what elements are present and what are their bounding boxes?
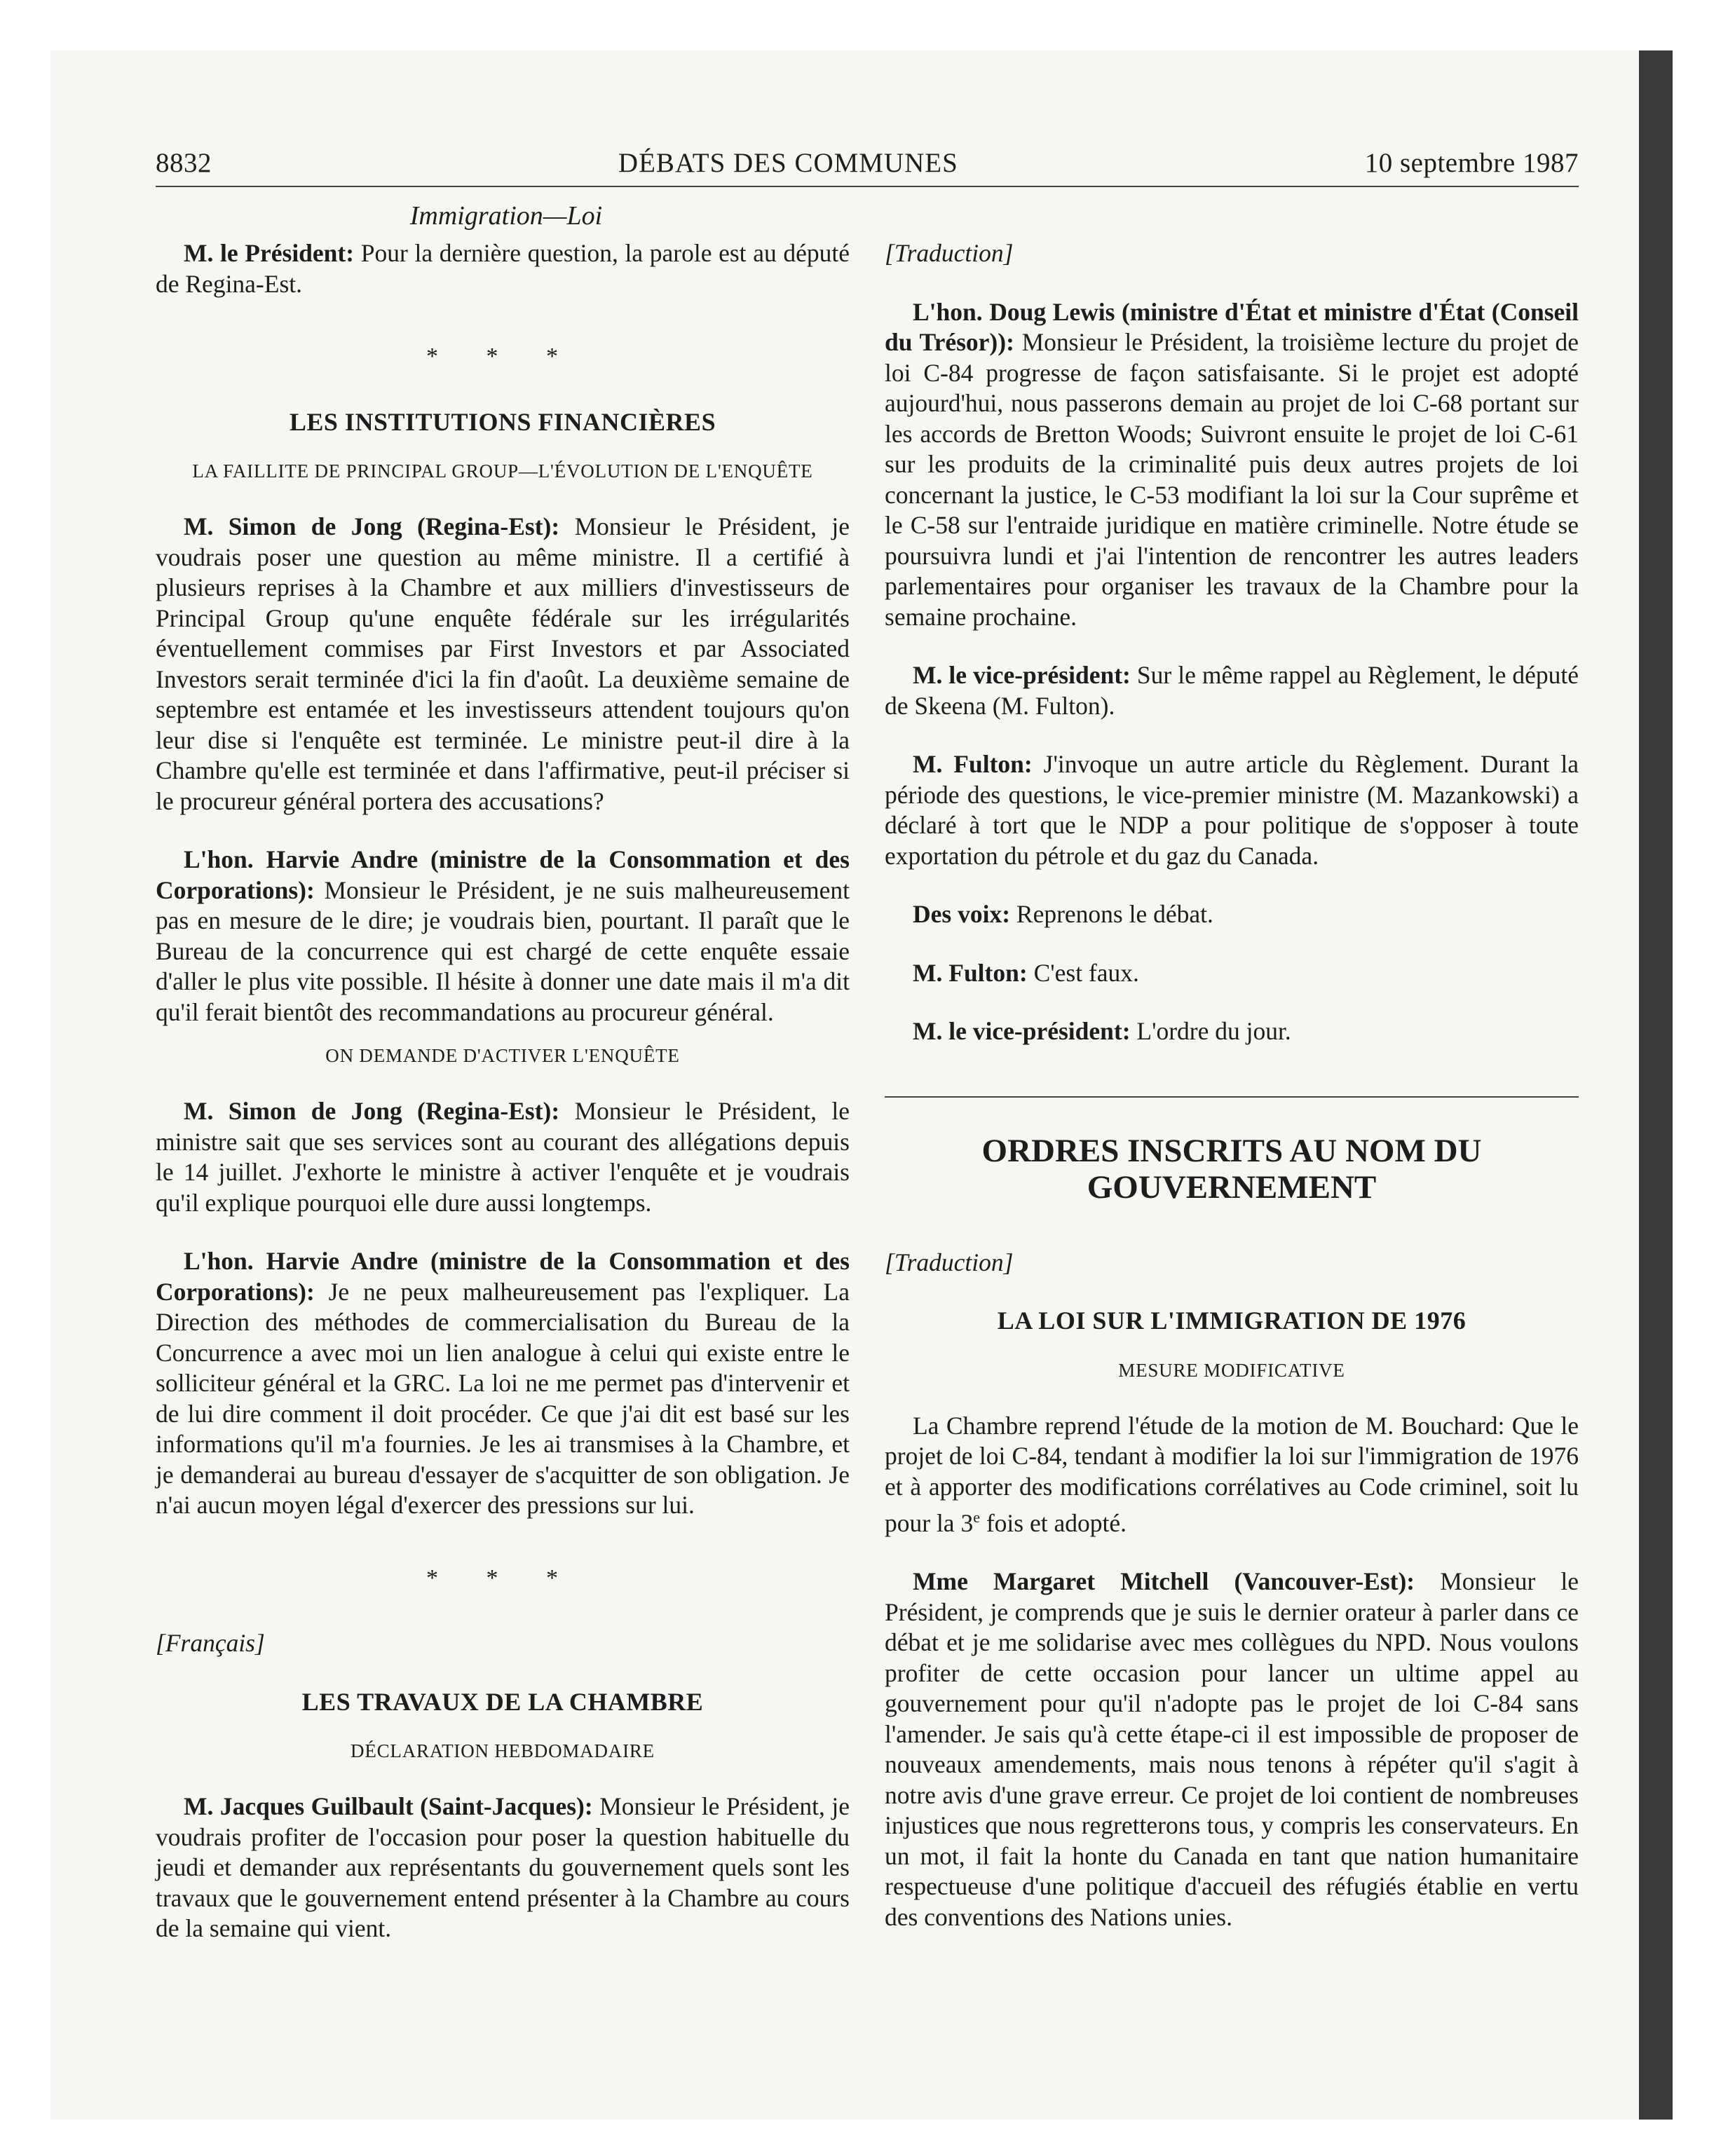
running-header bbox=[156, 147, 1579, 187]
speech-paragraph bbox=[885, 958, 1579, 989]
speaker-name: M. le vice-président: bbox=[913, 661, 1131, 689]
section-title: LA LOI SUR L'IMMIGRATION DE 1976 bbox=[997, 1306, 1467, 1335]
speech-text: Pour la dernière question, la parole est au député de Regina-Est. bbox=[156, 239, 850, 298]
section-subtitle: ON DEMANDE D'ACTIVER L'ENQUÊTE bbox=[325, 1045, 680, 1066]
speech-paragraph bbox=[885, 1567, 1579, 1932]
speech-text: Monsieur le Président, je voudrais profiter de l'occasion pour poser la question habituelle du jeudi et demander aux représentants du gouvernement quels sont les travaux que le gouvernement entend présenter à la Chambre au cours de la semaine qui vient. bbox=[156, 1792, 850, 1942]
ordinal-suffix: e bbox=[973, 1508, 980, 1526]
speech-paragraph bbox=[156, 512, 850, 817]
speaker-name: L'hon. Harvie Andre (ministre de la Consommation et des Corporations): bbox=[156, 1247, 850, 1306]
speech-text: Reprenons le débat. bbox=[1016, 900, 1213, 928]
speech-paragraph bbox=[156, 1246, 850, 1521]
speech-text: Monsieur le Président, le ministre sait que ses services sont au courant des allégations depuis le 14 juillet. J'exhorte le ministre à activer l'enquête et je voudrais qu'il explique pourquoi elle dure aussi longtemps. bbox=[156, 1097, 850, 1217]
language-tag: [Traduction] bbox=[885, 1248, 1014, 1276]
speech-text: Monsieur le Président, la troisième lecture du projet de loi C-84 progresse de façon satisfaisante. Si le projet est adopté aujourd'hui, nous passerons demain au projet de loi C-68 portant sur les accords de Bretton Woods; Suivront ensuite le projet de loi C-61 sur les produits de la criminalité puis deux autres projets de loi concernant la justice, le C-53 modifiant la loi sur la Cour suprême et le C-58 sur l'entraide juridique en matière criminelle. Notre étude se poursuivra lundi et j'ai l'intention de rencontrer les autres leaders parlementaires pour organiser les travaux de la Chambre pour la semaine prochaine. bbox=[885, 328, 1579, 631]
motion-text-end: fois et adopté. bbox=[979, 1508, 1127, 1537]
section-title: LES TRAVAUX DE LA CHAMBRE bbox=[301, 1687, 704, 1716]
speech-text: Monsieur le Président, je comprends que je suis le dernier orateur à parler dans ce débat et je me solidarise avec mes collègues du NPD. Nous voulons profiter de cette occasion pour lancer un ultime appel au gouvernement pour qu'il n'adopte pas le projet de loi C-84 sans l'amender. Je sais qu'à cette étape-ci il est impossible de proposer de nouveaux amendements, mais nous tenons à répéter qu'il s'agit à notre avis d'une grave erreur. Ce projet de loi contient de nombreuses injustices que nous regretterons tous, y compris les conservateurs. En un mot, il fait la honte du Canada en tant que nation humanitaire respectueuse d'une politique d'accueil des réfugiés établie en vertu des conventions des Nations unies. bbox=[885, 1567, 1579, 1931]
speech-text: J'invoque un autre article du Règlement. Durant la période des questions, le vice-premier ministre (M. Mazankowski) a déclaré à tort que le NDP a pour politique de s'opposer à toute exportation du pétrole et du gaz du Canada. bbox=[885, 750, 1579, 870]
language-tag: [Traduction] bbox=[885, 239, 1014, 267]
speaker-name: M. le Président: bbox=[184, 239, 355, 267]
speaker-name: L'hon. Harvie Andre (ministre de la Consommation et des Corporations): bbox=[156, 845, 850, 904]
speech-text: Monsieur le Président, je voudrais poser une question au même ministre. Il a certifié à plusieurs reprises à la Chambre et aux milliers d'investisseurs de Principal Group qu'une enquête fédérale sur les irrégularités éventuellement commises par First Investors et par Associated Investors serait terminée d'ici la fin d'août. La deuxième semaine de septembre est entamée et les investisseurs attendent toujours qu'on leur dise si l'enquête est terminée. Le ministre peut-il dire à la Chambre qu'elle est terminée et dans l'affirmative, peut-il préciser si le procureur général portera des accusations? bbox=[156, 512, 850, 815]
topic-heading: Immigration—Loi bbox=[409, 201, 603, 231]
speaker-name: M. Simon de Jong (Regina-Est): bbox=[184, 512, 560, 540]
speech-text: C'est faux. bbox=[1033, 958, 1139, 987]
speaker-name: Mme Margaret Mitchell (Vancouver-Est): bbox=[913, 1567, 1415, 1596]
speech-paragraph bbox=[885, 297, 1579, 633]
section-separator: * * * bbox=[426, 1564, 579, 1591]
speech-text: Je ne peux malheureusement pas l'expliquer. La Direction des méthodes de commercialisation du Bureau de la Concurrence a avec moi un lien analogue à celui qui existe entre le solliciteur général et la GRC. La loi ne me permet pas d'intervenir et de lui dire comment il doit procéder. Ce que j'ai dit est basé sur les informations qu'il m'a fournies. Je les ai transmises à la Chambre, et je demanderai au bureau d'essayer de s'acquitter de son obligation. Je n'ai aucun moyen légal d'exercer des pressions sur lui. bbox=[156, 1277, 850, 1519]
right-column bbox=[885, 238, 1579, 1960]
scan-edge bbox=[1639, 50, 1673, 2120]
speaker-name: M. Jacques Guilbault (Saint-Jacques): bbox=[184, 1792, 593, 1820]
speech-paragraph bbox=[156, 845, 850, 1028]
speech-paragraph bbox=[156, 1792, 850, 1944]
speaker-name: M. Fulton: bbox=[913, 958, 1028, 987]
section-separator: * * * bbox=[426, 343, 579, 369]
orders-heading: ORDRES INSCRITS AU NOM DU GOUVERNEMENT bbox=[981, 1132, 1482, 1206]
speaker-name: L'hon. Doug Lewis (ministre d'État et ministre d'État (Conseil du Trésor)): bbox=[885, 297, 1579, 356]
section-subtitle: MESURE MODIFICATIVE bbox=[1118, 1359, 1345, 1381]
publication-title: DÉBATS DES COMMUNES bbox=[618, 148, 958, 178]
speaker-name: M. Simon de Jong (Regina-Est): bbox=[184, 1097, 560, 1125]
section-title: LES INSTITUTIONS FINANCIÈRES bbox=[289, 407, 716, 436]
language-tag: [Français] bbox=[156, 1629, 265, 1657]
motion-paragraph bbox=[885, 1411, 1579, 1539]
issue-date: 10 septembre 1987 bbox=[1364, 148, 1579, 178]
speaker-name: Des voix: bbox=[913, 900, 1011, 928]
speech-text: L'ordre du jour. bbox=[1136, 1017, 1291, 1045]
speech-paragraph bbox=[885, 749, 1579, 871]
horizontal-rule bbox=[885, 1096, 1579, 1098]
page-number: 8832 bbox=[156, 148, 212, 178]
motion-text: La Chambre reprend l'étude de la motion de M. Bouchard: Que le projet de loi C-84, tendant à modifier la loi sur l'immigration de 1976 et à apporter des modifications corrélatives au Code criminel, soit lu pour la 3 bbox=[885, 1411, 1579, 1537]
speech-paragraph bbox=[885, 899, 1579, 930]
speech-paragraph bbox=[885, 660, 1579, 721]
speech-text: Monsieur le Président, je ne suis malheureusement pas en mesure de le dire; je voudrais bien, pourtant. Il paraît que le Bureau de la concurrence qui est chargé de cette enquête essaie d'aller le plus vite possible. Il hésite à donner une date mais il m'a dit qu'il ferait bientôt des recommandations au procureur général. bbox=[156, 875, 850, 1026]
section-subtitle: DÉCLARATION HEBDOMADAIRE bbox=[351, 1740, 655, 1761]
section-subtitle: LA FAILLITE DE PRINCIPAL GROUP—L'ÉVOLUTION DE L'ENQUÊTE bbox=[192, 460, 813, 482]
speech-text: Sur le même rappel au Règlement, le député de Skeena (M. Fulton). bbox=[885, 661, 1579, 720]
speech-paragraph bbox=[156, 1096, 850, 1218]
speaker-name: M. le vice-président: bbox=[913, 1017, 1131, 1045]
left-column bbox=[156, 238, 850, 1972]
speaker-name: M. Fulton: bbox=[913, 750, 1033, 778]
speech-paragraph bbox=[156, 238, 850, 299]
speech-paragraph bbox=[885, 1016, 1579, 1047]
